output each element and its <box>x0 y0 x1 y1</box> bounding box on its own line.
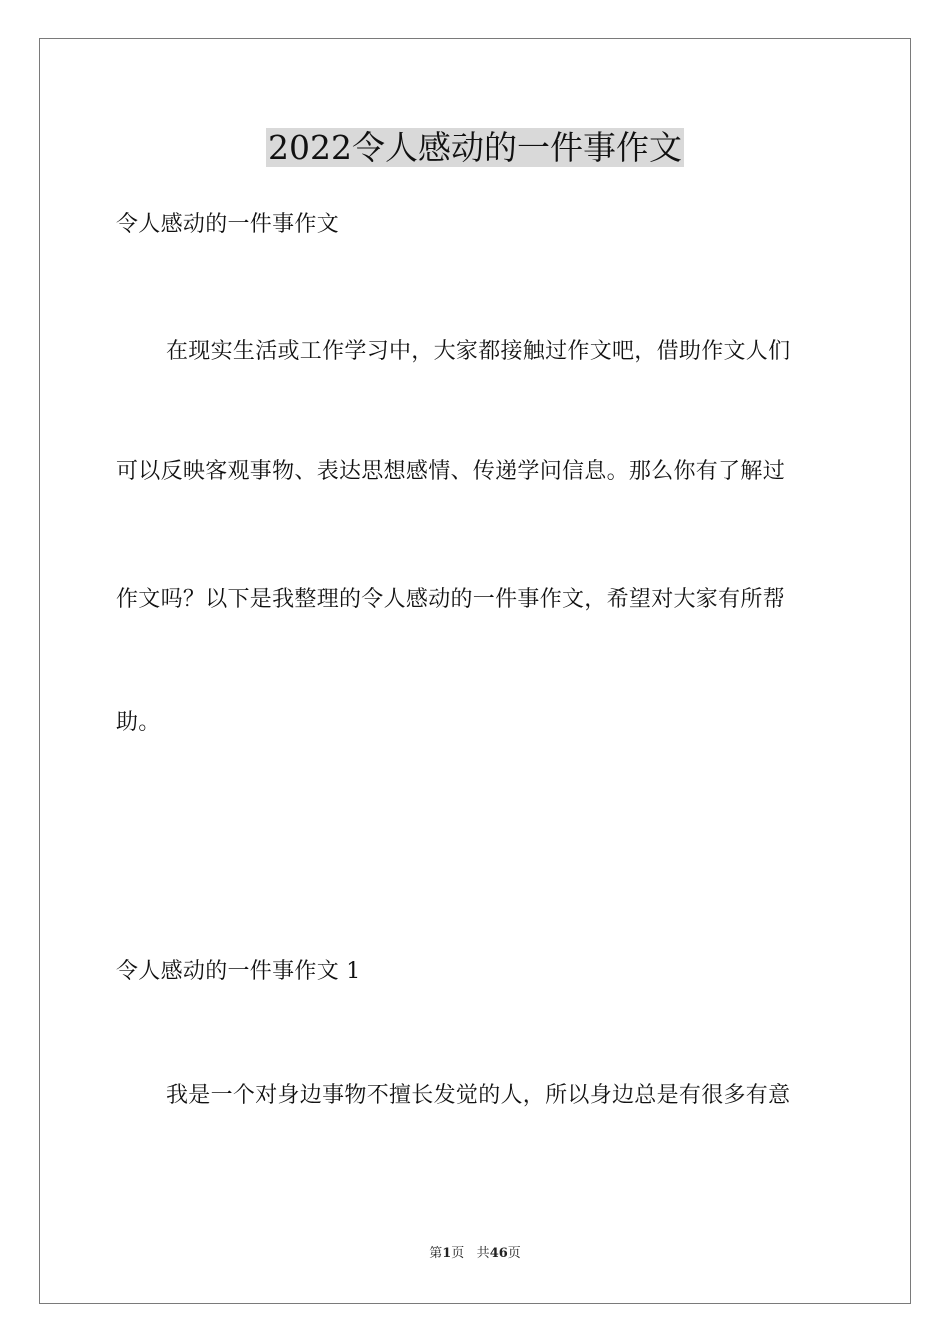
page-footer <box>0 1245 950 1263</box>
document-subtitle: 令人感动的一件事作文 <box>116 212 340 237</box>
footer-page-prefix: 第 <box>429 1246 443 1261</box>
footer-total-suffix: 页 <box>507 1246 521 1261</box>
footer-page-suffix: 页 <box>451 1246 465 1261</box>
intro-line-2: 可以反映客观事物、表达思想感情、传递学问信息。那么你有了解过 <box>116 459 786 484</box>
footer-page-number: 1 <box>442 1246 452 1261</box>
section-first-line: 我是一个对身边事物不擅长发觉的人，所以身边总是有很多有意 <box>166 1083 791 1108</box>
intro-line-1: 在现实生活或工作学习中，大家都接触过作文吧，借助作文人们 <box>166 339 791 364</box>
intro-line-3: 作文吗？以下是我整理的令人感动的一件事作文，希望对大家有所帮 <box>116 587 786 612</box>
footer-total-prefix: 共 <box>476 1246 490 1261</box>
footer-total-pages: 46 <box>489 1246 508 1261</box>
document-title <box>0 126 950 170</box>
document-title-text: 2022令人感动的一件事作文 <box>268 128 682 167</box>
intro-line-4: 助。 <box>116 710 161 735</box>
section-heading: 令人感动的一件事作文 1 <box>116 959 361 984</box>
